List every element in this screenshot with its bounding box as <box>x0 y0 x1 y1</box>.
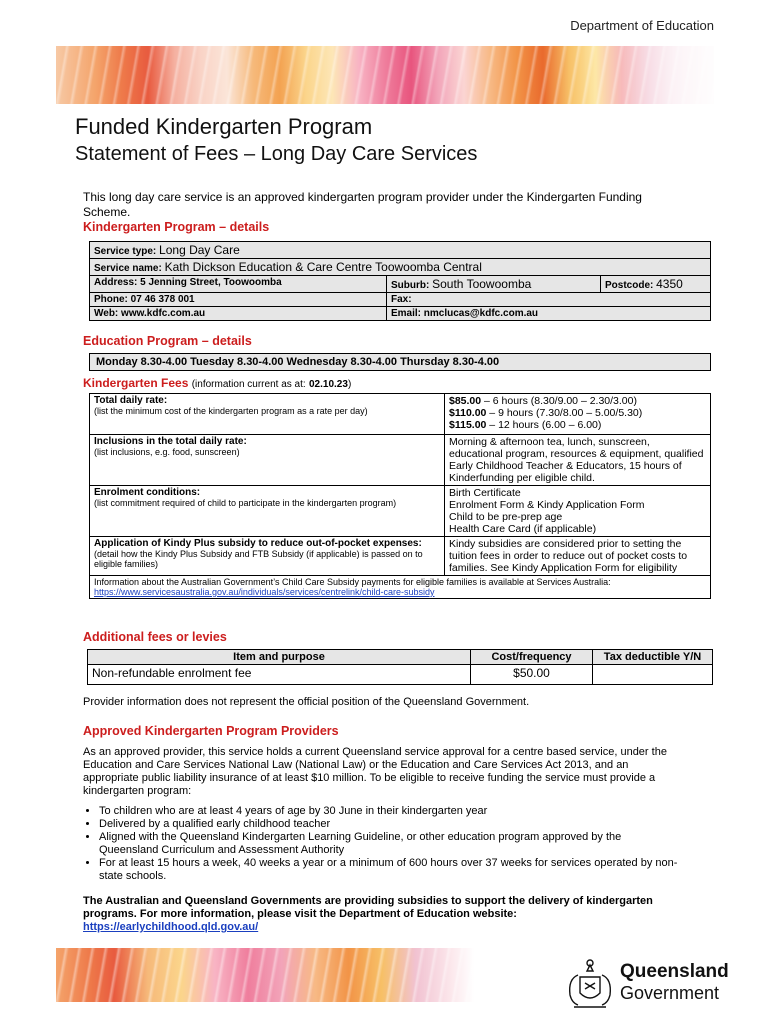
enrolment-label-cell <box>90 486 445 537</box>
list-item: • Delivered by a qualified early childhood teacher <box>99 818 683 831</box>
providers-bullets <box>83 805 683 883</box>
list-item: • Aligned with the Queensland Kindergarten Learning Guideline, or other education program approved by the Queensland Curriculum and Assessment Authority <box>99 831 683 857</box>
col-cost-header: Cost/frequency <box>471 650 593 665</box>
col-tax-header: Tax deductible Y/N <box>593 650 713 665</box>
department-name: Department of Education <box>570 18 714 33</box>
suburb-value: South Toowoomba <box>432 277 532 291</box>
kindy-plus-label-cell <box>90 537 445 576</box>
inclusions-hint: (list inclusions, e.g. food, sunscreen) <box>94 447 240 457</box>
ccs-link[interactable]: https://www.servicesaustralia.gov.au/individuals/services/centrelink/child-care-subsidy <box>94 587 435 597</box>
web-cell <box>90 307 387 321</box>
fees-close-paren: ) <box>347 379 352 390</box>
service-type-value: Long Day Care <box>159 243 240 257</box>
phone-label: Phone: <box>94 294 128 305</box>
kindy-plus-label: Application of Kindy Plus subsidy to reduce out-of-pocket expenses: <box>94 538 422 549</box>
rate-line: $115.00 – 12 hours (6.00 – 6.00) <box>449 419 602 431</box>
fax-cell <box>387 293 711 307</box>
program-details-heading: Kindergarten Program – details <box>83 220 270 234</box>
web-value: www.kdfc.com.au <box>121 308 206 319</box>
col-item-header: Item and purpose <box>88 650 471 665</box>
program-details-table <box>89 241 711 321</box>
disclaimer: Provider information does not represent the official position of the Queensland Government. <box>83 696 530 708</box>
service-name-label: Service name: <box>94 263 162 274</box>
intro-text <box>83 190 673 235</box>
coat-of-arms-icon <box>560 955 620 1015</box>
enrolment-label: Enrolment conditions: <box>94 487 201 498</box>
inclusions-label-cell <box>90 435 445 486</box>
enrolment-item: Child to be pre-prep age <box>449 511 563 523</box>
enrolment-values <box>445 486 711 537</box>
fees-heading-row <box>83 376 351 390</box>
education-days: Monday 8.30-4.00 Tuesday 8.30-4.00 Wednesday 8.30-4.00 Thursday 8.30-4.00 <box>90 354 711 371</box>
postcode-value: 4350 <box>656 277 683 291</box>
phone-value: 07 46 378 001 <box>130 294 195 305</box>
address-value: 5 Jenning Street, Toowoomba <box>140 277 282 288</box>
fax-label: Fax: <box>391 294 412 305</box>
email-value: nmclucas@kdfc.com.au <box>423 308 539 319</box>
inclusions-value: Morning & afternoon tea, lunch, sunscreen, educational program, resources & equipment, qualified Early Childhood Teacher & Educators, 15 hours of Kinderfunding per eligible child. <box>445 435 711 486</box>
footer-banner <box>56 948 474 1002</box>
ccs-note: Information about the Australian Government’s Child Care Subsidy payments for eligible families is available at Services Australia: <box>94 577 611 587</box>
additional-fees-heading: Additional fees or levies <box>83 630 227 644</box>
rate-line: $110.00 – 9 hours (7.30/8.00 – 5.00/5.30) <box>449 407 643 419</box>
fees-current-note: (information current as at: <box>191 379 306 390</box>
list-item: • For at least 15 hours a week, 40 weeks a year or a minimum of 600 hours over 37 weeks for services operated by non-state schools. <box>99 857 683 883</box>
education-program-heading: Education Program – details <box>83 334 252 348</box>
service-name-cell <box>90 259 711 276</box>
daily-rate-hint: (list the minimum cost of the kindergarten program as a rate per day) <box>94 406 368 416</box>
page-subtitle: Statement of Fees – Long Day Care Services <box>75 143 478 165</box>
kindy-plus-value: Kindy subsidies are considered prior to setting the tuition fees in order to reduce out of pocket costs to families. See Kindy Application Form for eligibility <box>445 537 711 576</box>
suburb-label: Suburb: <box>391 280 430 291</box>
postcode-label: Postcode: <box>605 280 654 291</box>
service-name-value: Kath Dickson Education & Care Centre Toowoomba Central <box>164 260 482 274</box>
address-label: Address: <box>94 277 138 288</box>
daily-rate-label-cell <box>90 394 445 435</box>
closing-link[interactable]: https://earlychildhood.qld.gov.au/ <box>83 921 259 933</box>
email-label: Email: <box>391 308 422 319</box>
providers-heading: Approved Kindergarten Program Providers <box>83 724 339 738</box>
daily-rate-label: Total daily rate: <box>94 395 168 406</box>
service-type-cell <box>90 242 711 259</box>
fees-table <box>89 393 711 599</box>
providers-closing <box>83 895 693 934</box>
providers-body: As an approved provider, this service holds a current Queensland service approval for a centre based service, under the Education and Care Services National Law (National Law) or the Education and Care Services Act 2013, and an appropriate public liability insurance of at least $10 million. To be eligible to receive funding the service must provide a kindergarten program: <box>83 746 667 797</box>
row-tax <box>593 665 713 685</box>
intro-paragraph: This long day care service is an approved kindergarten program provider under the Kindergarten Funding Scheme. <box>83 190 642 219</box>
fees-heading: Kindergarten Fees <box>83 376 189 390</box>
closing-text: The Australian and Queensland Governments are providing subsidies to support the delivery of kindergarten programs. For more information, please visit the Department of Education website: <box>83 895 653 920</box>
suburb-cell <box>387 276 601 293</box>
education-program-table <box>89 353 711 371</box>
page-title: Funded Kindergarten Program <box>75 114 373 139</box>
postcode-cell <box>601 276 711 293</box>
email-cell <box>387 307 711 321</box>
enrolment-hint: (list commitment required of child to participate in the kindergarten program) <box>94 498 397 508</box>
daily-rate-values <box>445 394 711 435</box>
logo-line2: Government <box>620 983 720 1003</box>
list-item: • To children who are at least 4 years of age by 30 June in their kindergarten year <box>99 805 683 818</box>
kindy-plus-hint: (detail how the Kindy Plus Subsidy and FTB Subsidy (if applicable) is passed on to eligible families) <box>94 549 423 569</box>
logo-line1: Queensland <box>620 961 729 982</box>
rate-line: $85.00 – 6 hours (8.30/9.00 – 2.30/3.00) <box>449 395 637 407</box>
web-label: Web: <box>94 308 119 319</box>
service-type-label: Service type: <box>94 246 157 257</box>
phone-cell <box>90 293 387 307</box>
table-row <box>88 665 713 685</box>
row-item: Non-refundable enrolment fee <box>88 665 471 685</box>
inclusions-label: Inclusions in the total daily rate: <box>94 436 247 447</box>
enrolment-item: Enrolment Form & Kindy Application Form <box>449 499 645 511</box>
address-cell <box>90 276 387 293</box>
row-cost: $50.00 <box>471 665 593 685</box>
enrolment-item: Health Care Card (if applicable) <box>449 523 597 535</box>
additional-fees-table <box>87 649 713 685</box>
header-banner <box>56 46 714 104</box>
fees-current-date: 02.10.23 <box>309 379 348 390</box>
ccs-info-cell <box>90 576 711 599</box>
enrolment-item: Birth Certificate <box>449 487 521 499</box>
